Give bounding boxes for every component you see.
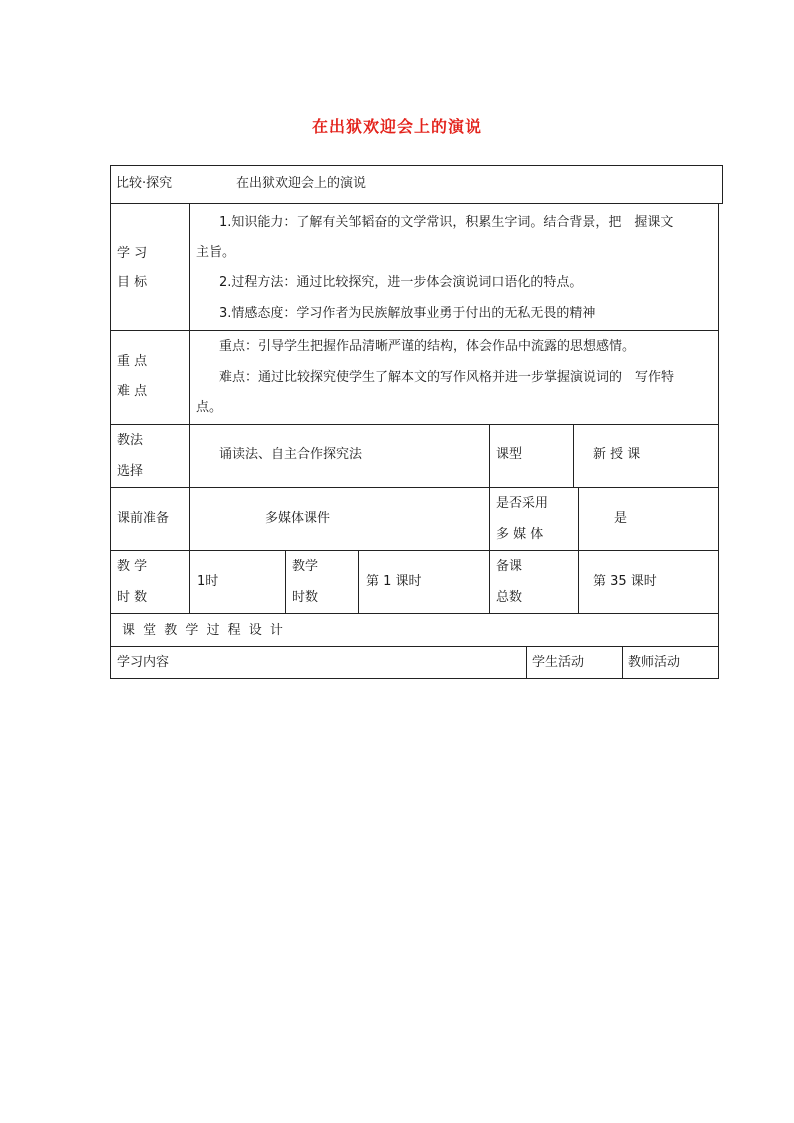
column-divider (489, 424, 490, 613)
row-divider (110, 550, 719, 551)
difficult-point-cont: 点。 (196, 400, 223, 415)
column-divider (358, 550, 359, 613)
total-label-1: 备课 (496, 559, 523, 574)
column-divider (573, 424, 574, 487)
compare-label: 比较·探究 (116, 176, 173, 191)
hours-label-2: 时 数 (117, 590, 148, 605)
total-label-2: 总数 (496, 590, 523, 605)
objectives-label-1: 学 习 (117, 246, 148, 261)
column-divider (189, 203, 190, 613)
prep-value: 多媒体课件 (265, 511, 331, 526)
col-teacher-activity: 教师活动 (628, 655, 681, 670)
prep-label: 课前准备 (117, 511, 170, 526)
method-label-2: 选择 (117, 464, 144, 479)
process-heading: 课 堂 教 学 过 程 设 计 (122, 623, 285, 638)
lesson-number-label-1: 教学 (292, 559, 319, 574)
multimedia-label-1: 是否采用 (496, 496, 549, 511)
method-value: 诵读法、自主合作探究法 (219, 447, 363, 462)
row-divider (110, 613, 719, 614)
objective-process: 2.过程方法：通过比较探究，进一步体会演说词口语化的特点。 (219, 275, 583, 290)
column-divider (622, 646, 623, 679)
col-learning-content: 学习内容 (117, 655, 170, 670)
column-divider (285, 550, 286, 613)
row-divider (110, 487, 719, 488)
multimedia-label-2: 多 媒 体 (496, 527, 544, 542)
keypoints-label-1: 重 点 (117, 354, 148, 369)
hours-value: 1时 (197, 574, 219, 589)
keypoints-label-2: 难 点 (117, 384, 148, 399)
column-divider (578, 487, 579, 613)
hours-label-1: 教 学 (117, 559, 148, 574)
multimedia-value: 是 (614, 511, 628, 526)
col-student-activity: 学生活动 (532, 655, 585, 670)
column-divider (526, 646, 527, 679)
method-label-1: 教法 (117, 433, 144, 448)
compare-row (110, 165, 723, 204)
lesson-type-label: 课型 (496, 447, 523, 462)
difficult-point: 难点：通过比较探究使学生了解本文的写作风格并进一步掌握演说词的 写作特 (219, 370, 675, 385)
row-divider (110, 424, 719, 425)
total-value: 第 35 课时 (593, 574, 657, 589)
row-divider (110, 330, 719, 331)
objective-emotion: 3.情感态度：学习作者为民族解放事业勇于付出的无私无畏的精神 (219, 306, 596, 321)
page-title: 在出狱欢迎会上的演说 (311, 117, 482, 136)
row-divider (110, 646, 719, 647)
lesson-type-value: 新 授 课 (593, 447, 641, 462)
compare-value: 在出狱欢迎会上的演说 (236, 176, 367, 191)
objective-knowledge: 1.知识能力：了解有关邹韬奋的文学常识，积累生字词。结合背景，把 握课文 (219, 215, 674, 230)
objective-knowledge-cont: 主旨。 (196, 245, 236, 260)
lesson-number-value: 第 1 课时 (366, 574, 422, 589)
key-point: 重点：引导学生把握作品清晰严谨的结构，体会作品中流露的思想感情。 (219, 339, 636, 354)
objectives-label-2: 目 标 (117, 275, 148, 290)
lesson-number-label-2: 时数 (292, 590, 319, 605)
